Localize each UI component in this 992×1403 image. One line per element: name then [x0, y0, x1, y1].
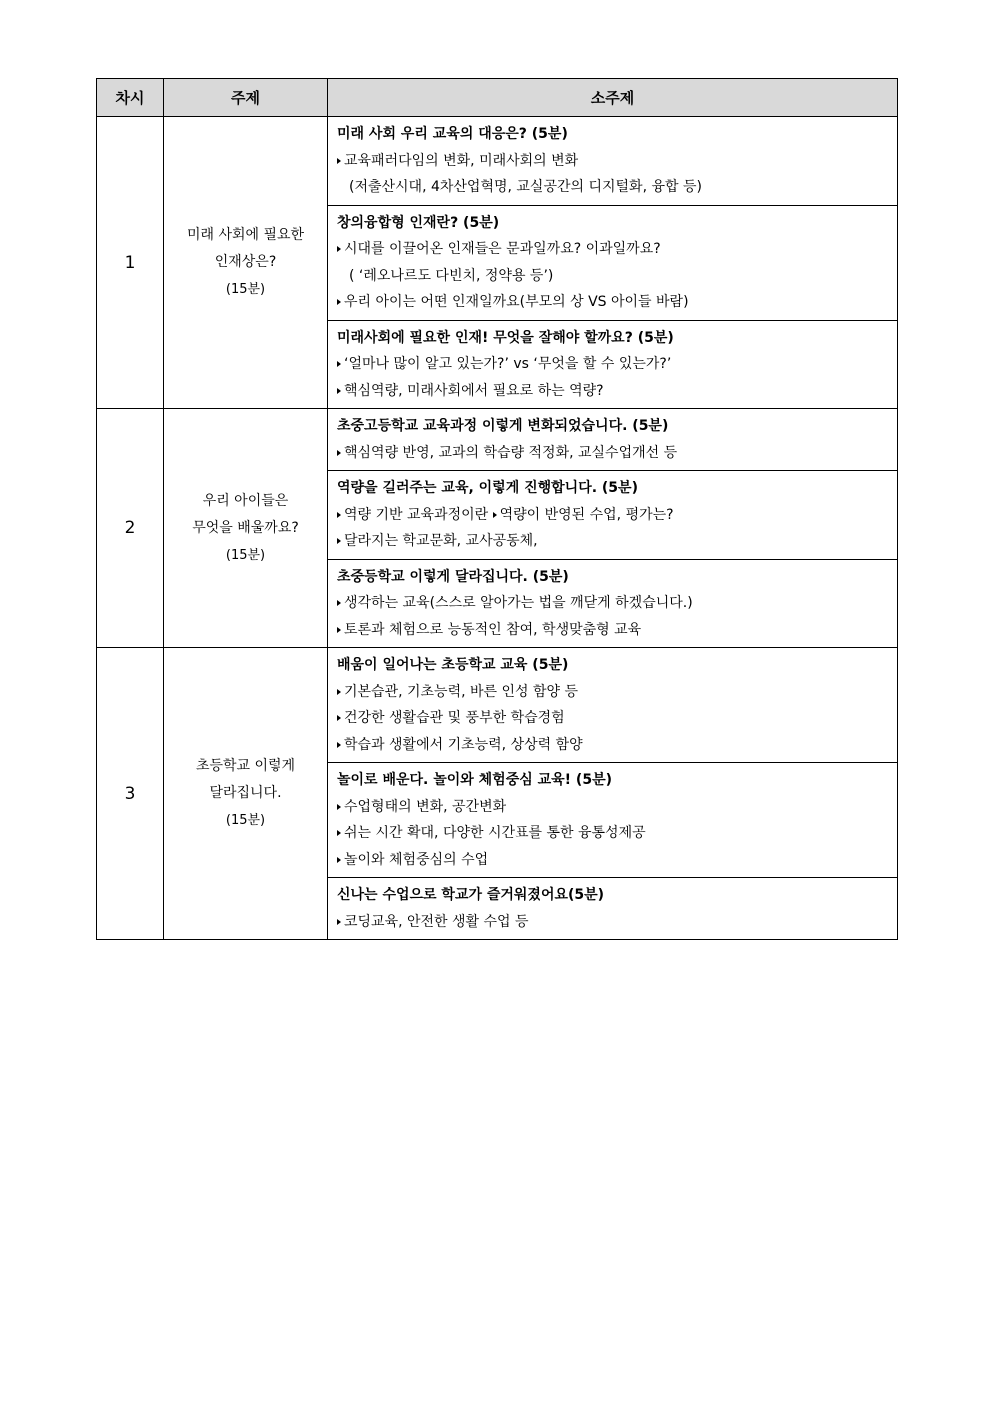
subtopic-title: 창의융합형 인재란? (5분): [337, 214, 500, 231]
triangle-bullet-icon: [337, 538, 341, 544]
topic-line: 미래 사회에 필요한: [186, 227, 305, 243]
table-row: [97, 117, 898, 409]
triangle-bullet-icon: [337, 919, 341, 925]
subtopic-line: [337, 148, 889, 175]
subtopic-line-text: 수업형태의 변화, 공간변화: [344, 798, 507, 815]
subtopic-line-text: 건강한 생활습관 및 풍부한 학습경험: [344, 710, 565, 726]
triangle-bullet-icon: [337, 388, 341, 394]
header-subtopic: 소주제: [328, 79, 898, 117]
topic-line: 초등학교 이렇게: [195, 758, 296, 774]
subtopic-cell: [328, 648, 898, 940]
session-number: 2: [97, 409, 164, 648]
subtopic-block: [328, 648, 897, 762]
topic-cell: [164, 409, 328, 648]
subtopic-line-text: 학습과 생활에서 기초능력, 상상력 함양: [344, 736, 583, 753]
table-body: [97, 117, 898, 940]
triangle-bullet-icon: [337, 689, 341, 695]
subtopic-line: [337, 909, 889, 936]
subtopic-line-text: 역량 기반 교육과정이란: [344, 506, 489, 523]
subtopic-block: [328, 559, 897, 648]
subtopic-line-text: ‘얼마나 많이 알고 있는가?’ vs ‘무엇을 할 수 있는가?’: [344, 356, 672, 372]
topic-duration: (15분): [225, 282, 266, 297]
subtopic-block: [328, 409, 897, 470]
subtopic-line: [337, 263, 889, 290]
session-number: 3: [97, 648, 164, 940]
subtopic-block: [328, 762, 897, 877]
triangle-bullet-icon: [337, 246, 341, 252]
subtopic-title: 미래사회에 필요한 인재! 무엇을 잘해야 할까요? (5분): [337, 329, 674, 346]
topic-duration: (15분): [225, 813, 266, 828]
subtopic-cell: [328, 117, 898, 409]
triangle-bullet-icon: [337, 600, 341, 606]
triangle-bullet-icon: [337, 715, 341, 721]
triangle-bullet-icon: [337, 361, 341, 367]
subtopic-line-text: 기본습관, 기초능력, 바른 인성 함양 등: [344, 683, 579, 700]
subtopic-line-text: 놀이와 체험중심의 수업: [344, 851, 489, 868]
subtopic-line: [337, 378, 889, 405]
subtopic-title: 미래 사회 우리 교육의 대응은? (5분): [337, 126, 568, 142]
subtopic-cell: [328, 409, 898, 648]
subtopic-line-text: 역량이 반영된 수업, 평가는?: [499, 506, 674, 523]
subtopic-block: [328, 877, 897, 939]
header-topic: 주제: [164, 79, 328, 117]
triangle-bullet-icon: [337, 158, 341, 164]
subtopic-title: 초중등학교 이렇게 달라집니다. (5분): [337, 568, 569, 585]
subtopic-line: [337, 617, 889, 644]
subtopic-block: [328, 320, 897, 409]
subtopic-line-text: 핵심역량 반영, 교과의 학습량 적정화, 교실수업개선 등: [344, 444, 678, 461]
curriculum-table: [96, 78, 898, 940]
triangle-bullet-icon: [337, 742, 341, 748]
table-row: [97, 648, 898, 940]
subtopic-title: 초중고등학교 교육과정 이렇게 변화되었습니다. (5분): [337, 418, 669, 434]
header-row: [97, 79, 898, 117]
subtopic-line: [337, 440, 889, 467]
subtopic-line: [337, 590, 889, 617]
subtopic-line-text: (저출산시대, 4차산업혁명, 교실공간의 디지털화, 융합 등): [349, 179, 702, 195]
subtopic-line: [337, 847, 889, 874]
subtopic-block: [328, 470, 897, 559]
topic-cell: [164, 117, 328, 409]
topic-line: 달라집니다.: [209, 785, 282, 801]
subtopic-line-text: 교육패러다임의 변화, 미래사회의 변화: [344, 152, 579, 169]
subtopic-title: 역량을 길러주는 교육, 이렇게 진행합니다. (5분): [337, 480, 638, 496]
subtopic-line-text: 생각하는 교육(스스로 알아가는 법을 깨닫게 하겠습니다.): [344, 595, 693, 611]
subtopic-title: 놀이로 배운다. 놀이와 체험중심 교육! (5분): [337, 772, 612, 788]
subtopic-line: [337, 732, 889, 759]
triangle-bullet-icon: [337, 857, 341, 863]
topic-cell: [164, 648, 328, 940]
subtopic-block: [328, 205, 897, 320]
topic-duration: (15분): [225, 547, 266, 563]
subtopic-line: [337, 528, 889, 555]
triangle-bullet-icon: [337, 830, 341, 836]
subtopic-line-text: 우리 아이는 어떤 인재일까요(부모의 상 VS 아이들 바람): [344, 294, 689, 310]
subtopic-line: [337, 794, 889, 821]
subtopic-line: [337, 289, 889, 316]
table-row: [97, 409, 898, 648]
subtopic-title: 배움이 일어나는 초등학교 교육 (5분): [337, 657, 569, 673]
subtopic-line-text: 토론과 체험으로 능동적인 참여, 학생맞춤형 교육: [344, 621, 642, 638]
triangle-bullet-icon: [337, 299, 341, 305]
header-session: 차시: [97, 79, 164, 117]
subtopic-line: [337, 502, 889, 529]
topic-line: 무엇을 배울까요?: [192, 519, 299, 536]
subtopic-line: [337, 705, 889, 732]
subtopic-line-text: 쉬는 시간 확대, 다양한 시간표를 통한 융통성제공: [344, 825, 646, 841]
topic-line: 인재상은?: [214, 254, 277, 270]
triangle-bullet-icon: [493, 512, 497, 518]
subtopic-line: [337, 351, 889, 378]
subtopic-line: [337, 236, 889, 263]
subtopic-line-text: 시대를 이끌어온 인재들은 문과일까요? 이과일까요?: [344, 241, 661, 257]
triangle-bullet-icon: [337, 804, 341, 810]
topic-line: 우리 아이들은: [202, 492, 289, 509]
subtopic-block: [328, 117, 897, 205]
triangle-bullet-icon: [337, 450, 341, 456]
subtopic-line: [337, 820, 889, 847]
subtopic-line: [337, 174, 889, 201]
session-number: 1: [97, 117, 164, 409]
triangle-bullet-icon: [337, 512, 341, 518]
subtopic-line-text: 달라지는 학교문화, 교사공동체,: [344, 533, 538, 549]
subtopic-title: 신나는 수업으로 학교가 즐거워졌어요(5분): [337, 887, 605, 903]
subtopic-line-text: 코딩교육, 안전한 생활 수업 등: [344, 913, 529, 930]
subtopic-line: [337, 679, 889, 706]
subtopic-line-text: 핵심역량, 미래사회에서 필요로 하는 역량?: [344, 382, 604, 399]
subtopic-line-text: ( ‘레오나르도 다빈치, 정약용 등’): [349, 267, 554, 284]
triangle-bullet-icon: [337, 627, 341, 633]
